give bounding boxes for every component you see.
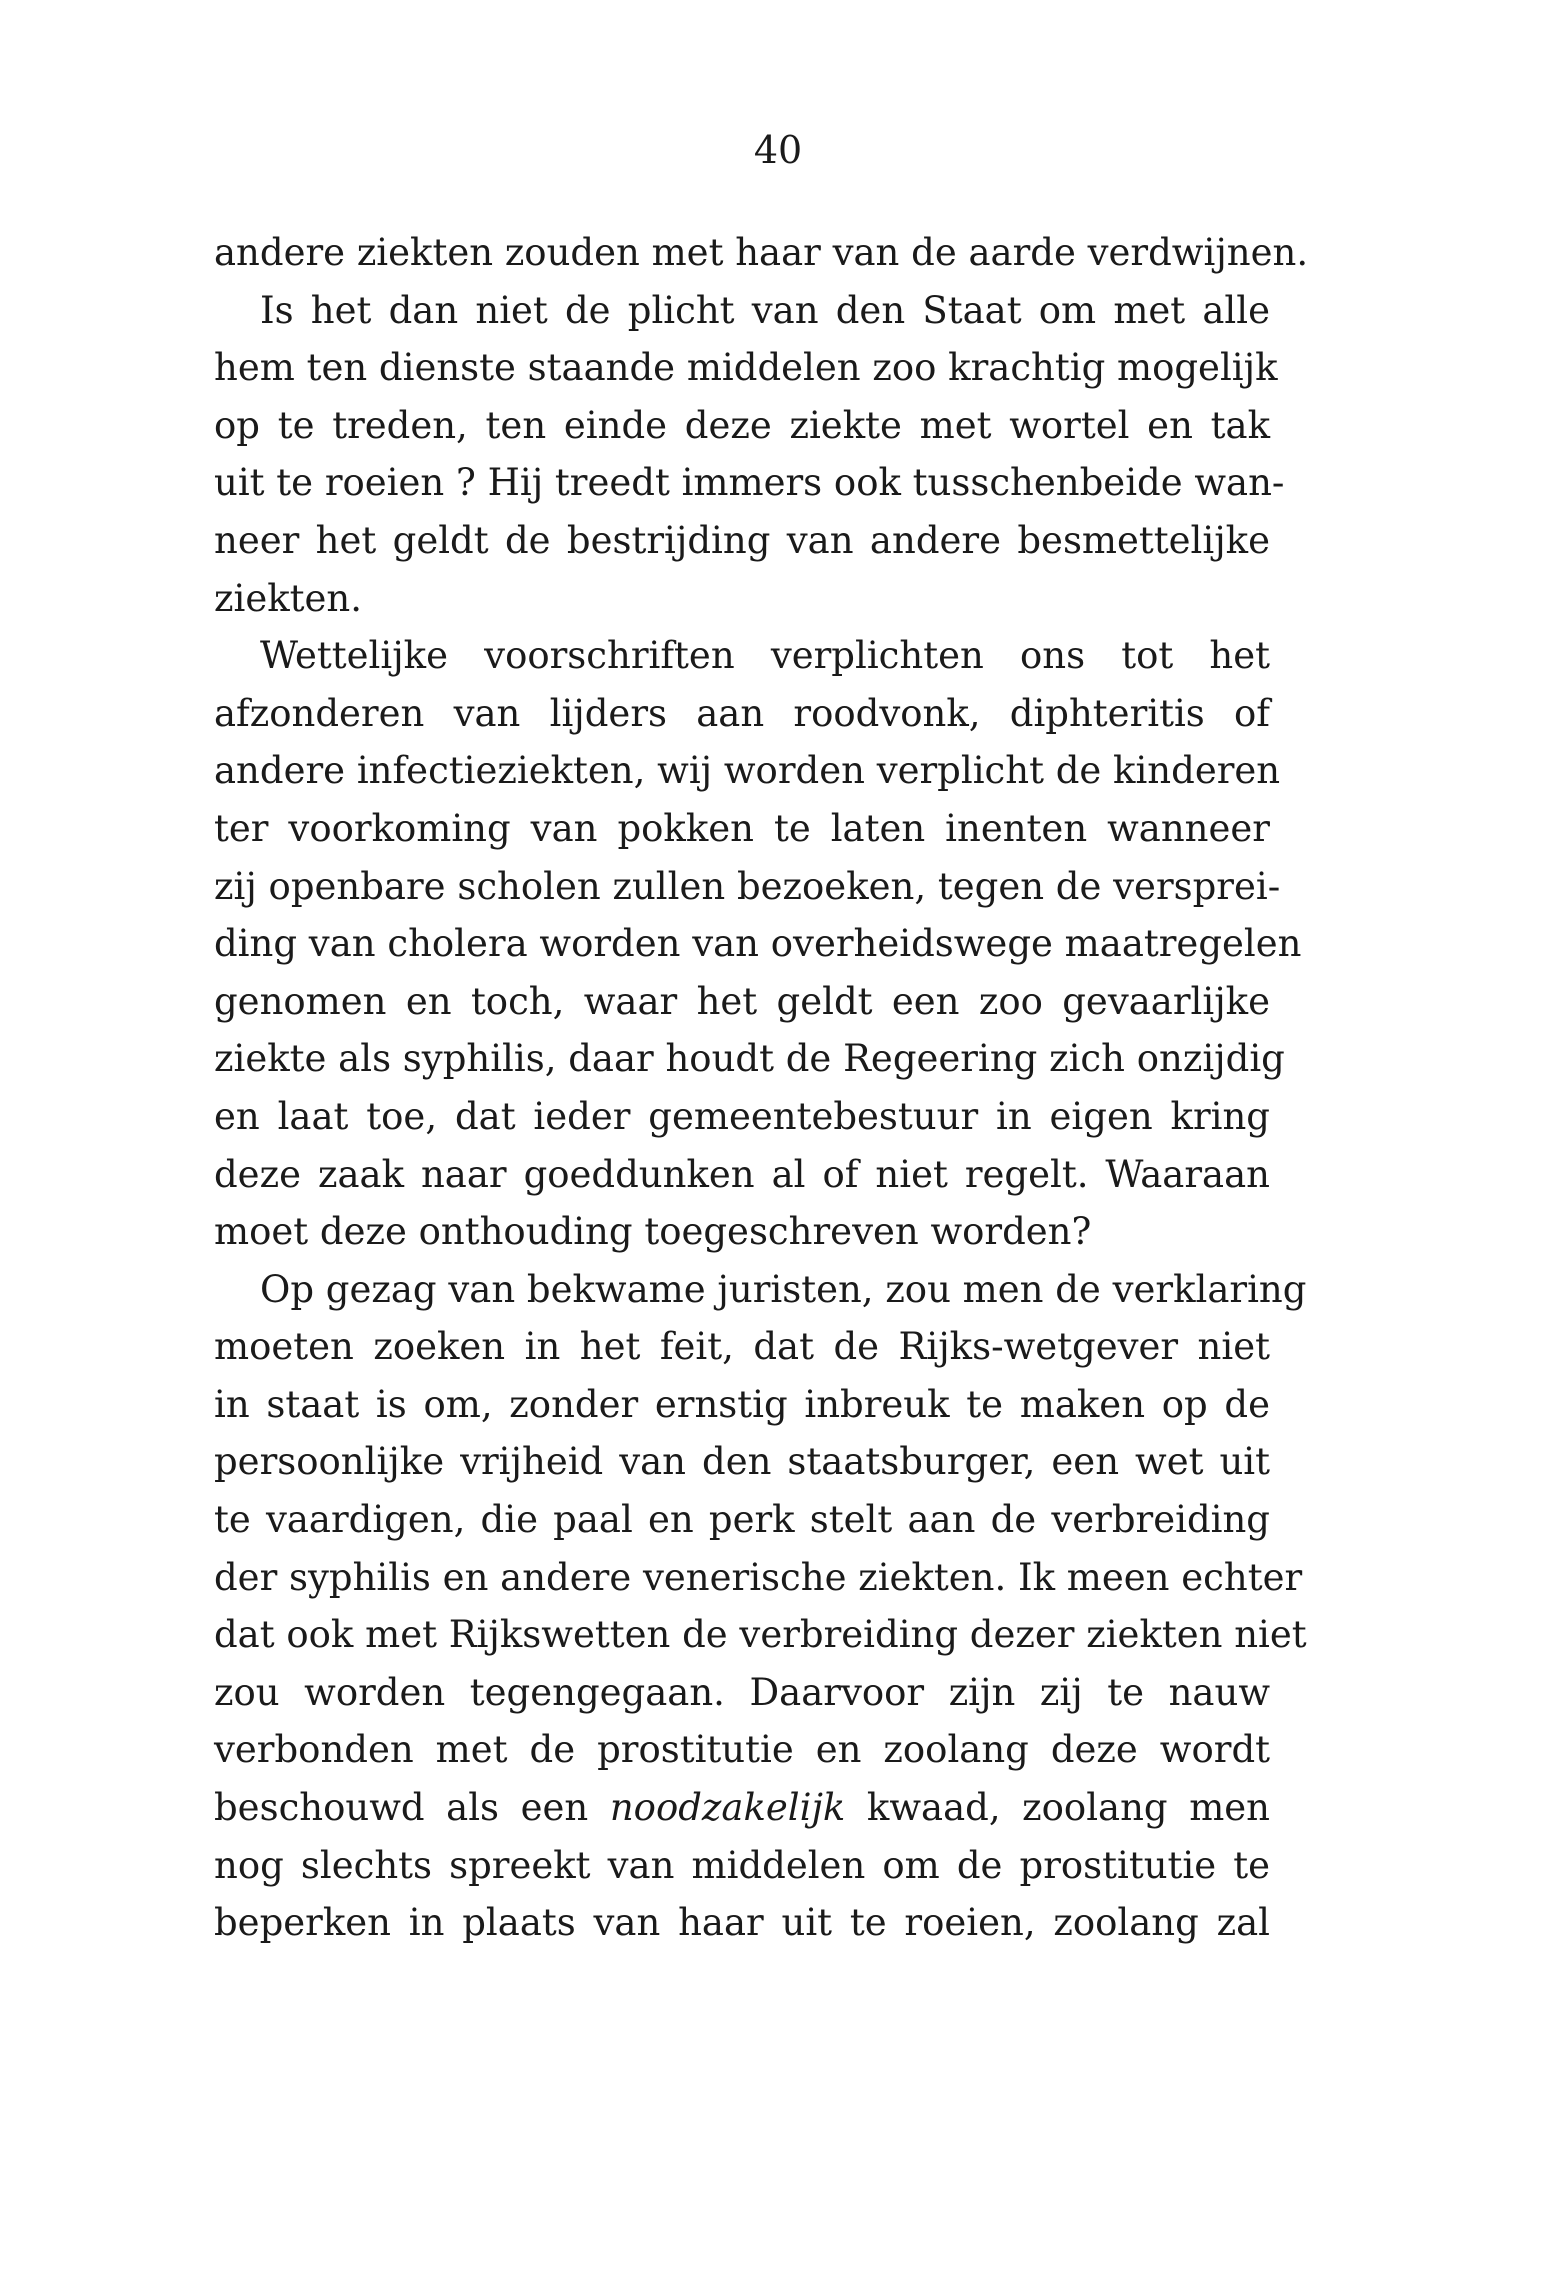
emphasized-word: noodzakelijk: [609, 1786, 846, 1830]
text-line: genomen en toch, waar het geldt een zoo gevaarlijke: [214, 979, 1270, 1023]
text-line: hem ten dienste staande middelen zoo krachtig mogelijk: [214, 346, 1278, 390]
text-line: andere ziekten zouden met haar van de aarde verdwijnen.: [214, 231, 1309, 274]
text-line: nog slechts spreekt van middelen om de prostitutie te: [214, 1843, 1270, 1887]
text-line: zou worden tegengegaan. Daarvoor zijn zij te nauw: [214, 1670, 1270, 1714]
text-line: verbonden met de prostitutie en zoolang deze wordt: [214, 1728, 1270, 1772]
text-line: zij openbare scholen zullen bezoeken, tegen de versprei-: [214, 864, 1281, 908]
line-text-after: kwaad, zoolang men: [845, 1786, 1271, 1830]
text-line: der syphilis en andere venerische ziekten. Ik meen echter: [214, 1555, 1303, 1599]
text-line: Op gezag van bekwame juristen, zou men de verklaring: [260, 1267, 1307, 1311]
text-line: in staat is om, zonder ernstig inbreuk te maken op de: [214, 1382, 1270, 1426]
text-line: op te treden, ten einde deze ziekte met wortel en tak: [214, 403, 1270, 447]
text-line: uit te roeien ? Hij treedt immers ook tusschenbeide wan-: [214, 461, 1285, 505]
line-text-before: beschouwd als een: [214, 1786, 610, 1830]
text-line: ter voorkoming van pokken te laten inenten wanneer: [214, 806, 1270, 850]
text-line: dat ook met Rijkswetten de verbreiding dezer ziekten niet: [214, 1613, 1307, 1657]
text-line: andere infectieziekten, wij worden verplicht de kinderen: [214, 749, 1281, 793]
text-line: te vaardigen, die paal en perk stelt aan de verbreiding: [214, 1498, 1270, 1542]
body-text: [214, 224, 1309, 1952]
text-line: beperken in plaats van haar uit te roeien, zoolang zal: [214, 1901, 1270, 1945]
text-line-with-emphasis: [214, 1779, 1270, 1837]
text-line: persoonlijke vrijheid van den staatsburger, een wet uit: [214, 1440, 1270, 1484]
text-line: deze zaak naar goeddunken al of niet regelt. Waaraan: [214, 1152, 1270, 1196]
text-line: ziekten.: [214, 576, 362, 620]
text-line: Is het dan niet de plicht van den Staat om met alle: [260, 288, 1270, 332]
text-line: moeten zoeken in het feit, dat de Rijks-wetgever niet: [214, 1325, 1270, 1369]
text-line: Wettelijke voorschriften verplichten ons tot het: [260, 634, 1270, 678]
text-line: afzonderen van lijders aan roodvonk, diphteritis of: [214, 691, 1270, 735]
page-number: 40: [753, 128, 803, 172]
text-line: en laat toe, dat ieder gemeentebestuur in eigen kring: [214, 1094, 1270, 1138]
text-line: ziekte als syphilis, daar houdt de Regeering zich onzijdig: [214, 1037, 1285, 1081]
text-line: neer het geldt de bestrijding van andere besmettelijke: [214, 518, 1270, 562]
text-line: ding van cholera worden van overheidswege maatregelen: [214, 922, 1302, 966]
text-line: moet deze onthouding toegeschreven worden?: [214, 1210, 1092, 1254]
